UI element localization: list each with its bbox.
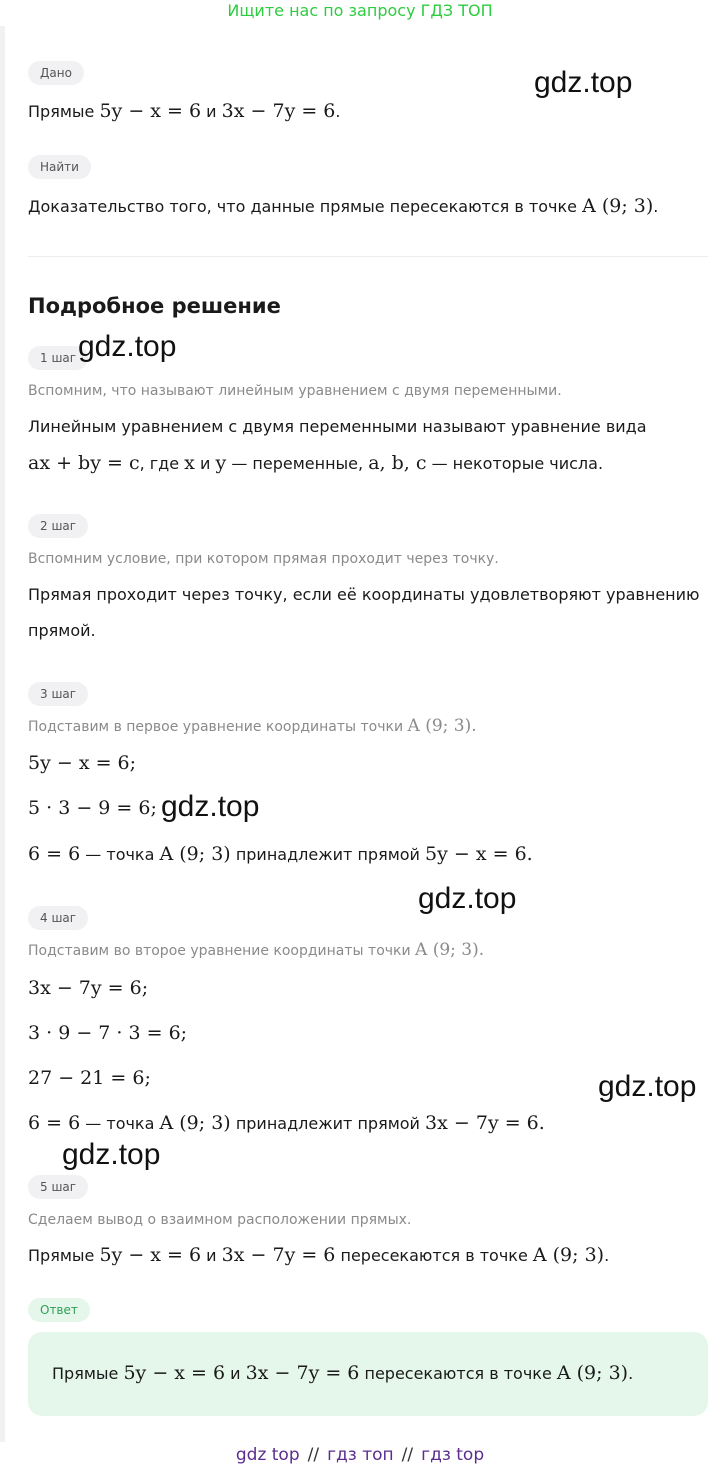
step-5-end: . <box>604 1246 610 1265</box>
top-banner[interactable]: Ищите нас по запросу ГДЗ ТОП <box>227 1 493 20</box>
step-3-conclusion-point: A (9; 3) <box>159 843 231 865</box>
step-5-text: пересекаются в точке <box>340 1246 528 1265</box>
step-1-text-1: , где <box>139 454 180 473</box>
footer-link-gdz-top-mixed[interactable]: гдз top <box>421 1445 485 1465</box>
step-4-hint-text: Подставим во второе уравнение координаты точки <box>28 943 411 959</box>
find-text <box>28 194 658 219</box>
given-conj: и <box>206 102 217 121</box>
given-eq2: 3x − 7y = 6 <box>221 100 336 122</box>
step-3-hint <box>28 714 477 739</box>
step-1-line-2 <box>28 451 603 476</box>
step-3-conclusion <box>28 842 533 867</box>
step-2-line-1: Прямая проходит через точку, если её координаты удовлетворяют уравнению <box>28 585 700 604</box>
step-1-text-4: — некоторые числа. <box>431 454 604 473</box>
step-1-var-y: y <box>215 452 227 474</box>
left-border <box>0 26 5 1442</box>
step-3-calc-2 <box>28 796 157 821</box>
watermark: gdz.top <box>598 1070 697 1103</box>
given-end: . <box>335 102 341 121</box>
step-4-calc-2-math: 3 · 9 − 7 · 3 = 6; <box>28 1022 188 1044</box>
step-4-calc-1-math: 3x − 7y = 6; <box>28 977 149 999</box>
step-4-conclusion <box>28 1111 545 1136</box>
answer-box <box>28 1332 708 1416</box>
watermark: gdz.top <box>418 882 517 915</box>
step-3-hint-point: A (9; 3). <box>407 716 477 736</box>
watermark: gdz.top <box>78 330 177 363</box>
step-3-calc-1 <box>28 751 136 776</box>
solution-heading: Подробное решение <box>28 294 281 318</box>
step-3-tag: 3 шаг <box>28 682 88 706</box>
answer-statement: пересекаются в точке <box>364 1364 552 1383</box>
step-5-eq2: 3x − 7y = 6 <box>221 1244 336 1266</box>
step-4-calc-3-math: 27 − 21 = 6; <box>28 1067 151 1089</box>
step-3-conclusion-line: 5y − x = 6. <box>425 843 533 865</box>
given-prefix: Прямые <box>28 102 95 121</box>
step-5-eq1: 5y − x = 6 <box>99 1244 202 1266</box>
step-1-eq: ax + by = c <box>28 452 140 474</box>
footer-separator: // <box>307 1445 320 1465</box>
find-point: A (9; 3) <box>582 195 654 217</box>
step-3-conclusion-eq: 6 = 6 <box>28 843 81 865</box>
answer-tag: Ответ <box>28 1298 90 1322</box>
footer-link-gdz-top[interactable]: gdz top <box>235 1445 300 1465</box>
step-4-tag: 4 шаг <box>28 906 88 930</box>
find-tag: Найти <box>28 155 91 179</box>
step-1-abc: a, b, c <box>368 452 427 474</box>
step-4-conclusion-point: A (9; 3) <box>159 1112 231 1134</box>
step-4-conclusion-line: 3x − 7y = 6. <box>425 1112 545 1134</box>
footer-link-gdz-top-ru[interactable]: гдз топ <box>327 1445 394 1465</box>
step-5-tag: 5 шаг <box>28 1175 88 1199</box>
answer-point: A (9; 3) <box>556 1362 629 1384</box>
step-4-calc-2 <box>28 1021 187 1046</box>
step-1-text-3: — переменные, <box>231 454 364 473</box>
step-5-prefix: Прямые <box>28 1246 95 1265</box>
watermark: gdz.top <box>161 790 260 823</box>
step-1-var-x: x <box>184 452 195 474</box>
step-3-calc-2-math: 5 · 3 − 9 = 6; <box>28 797 157 819</box>
find-statement: Доказательство того, что данные прямые пересекаются в точке <box>28 197 577 216</box>
section-divider <box>28 256 708 257</box>
step-3-conclusion-t1: — точка <box>85 845 155 864</box>
step-3-calc-1-math: 5y − x = 6; <box>28 752 137 774</box>
step-1-hint: Вспомним, что называют линейным уравнением с двумя переменными. <box>28 383 562 399</box>
footer-separator: // <box>401 1445 414 1465</box>
step-4-conclusion-t1: — точка <box>85 1114 155 1133</box>
step-4-hint <box>28 938 484 963</box>
answer-conj: и <box>230 1364 241 1383</box>
watermark: gdz.top <box>62 1138 161 1171</box>
answer-prefix: Прямые <box>52 1364 119 1383</box>
step-5-point: A (9; 3) <box>532 1244 605 1266</box>
step-5-result <box>28 1243 609 1268</box>
answer-end: . <box>628 1364 634 1383</box>
step-4-hint-point: A (9; 3). <box>415 940 485 960</box>
step-5-hint: Сделаем вывод о взаимном расположении прямых. <box>28 1212 412 1228</box>
step-4-conclusion-t2: принадлежит прямой <box>235 1114 420 1133</box>
find-end: . <box>653 197 659 216</box>
answer-eq2: 3x − 7y = 6 <box>245 1362 360 1384</box>
given-text <box>28 99 340 124</box>
step-4-calc-1 <box>28 976 148 1001</box>
step-3-hint-text: Подставим в первое уравнение координаты точки <box>28 719 404 735</box>
step-1-line-1: Линейным уравнением с двумя переменными называют уравнение вида <box>28 417 647 436</box>
answer-text <box>52 1361 633 1386</box>
step-1-text-2: и <box>199 454 211 473</box>
step-2-hint: Вспомним условие, при котором прямая проходит через точку. <box>28 551 499 567</box>
answer-eq1: 5y − x = 6 <box>123 1362 226 1384</box>
step-4-conclusion-eq: 6 = 6 <box>28 1112 81 1134</box>
footer <box>0 1444 720 1466</box>
step-3-conclusion-t2: принадлежит прямой <box>235 845 420 864</box>
step-4-calc-3 <box>28 1066 151 1091</box>
step-2-line-2: прямой. <box>28 621 96 640</box>
given-tag: Дано <box>28 61 84 85</box>
watermark: gdz.top <box>534 66 633 99</box>
step-2-tag: 2 шаг <box>28 514 88 538</box>
given-eq1: 5y − x = 6 <box>99 100 202 122</box>
step-1-tag: 1 шаг <box>28 346 88 370</box>
step-5-conj: и <box>206 1246 217 1265</box>
